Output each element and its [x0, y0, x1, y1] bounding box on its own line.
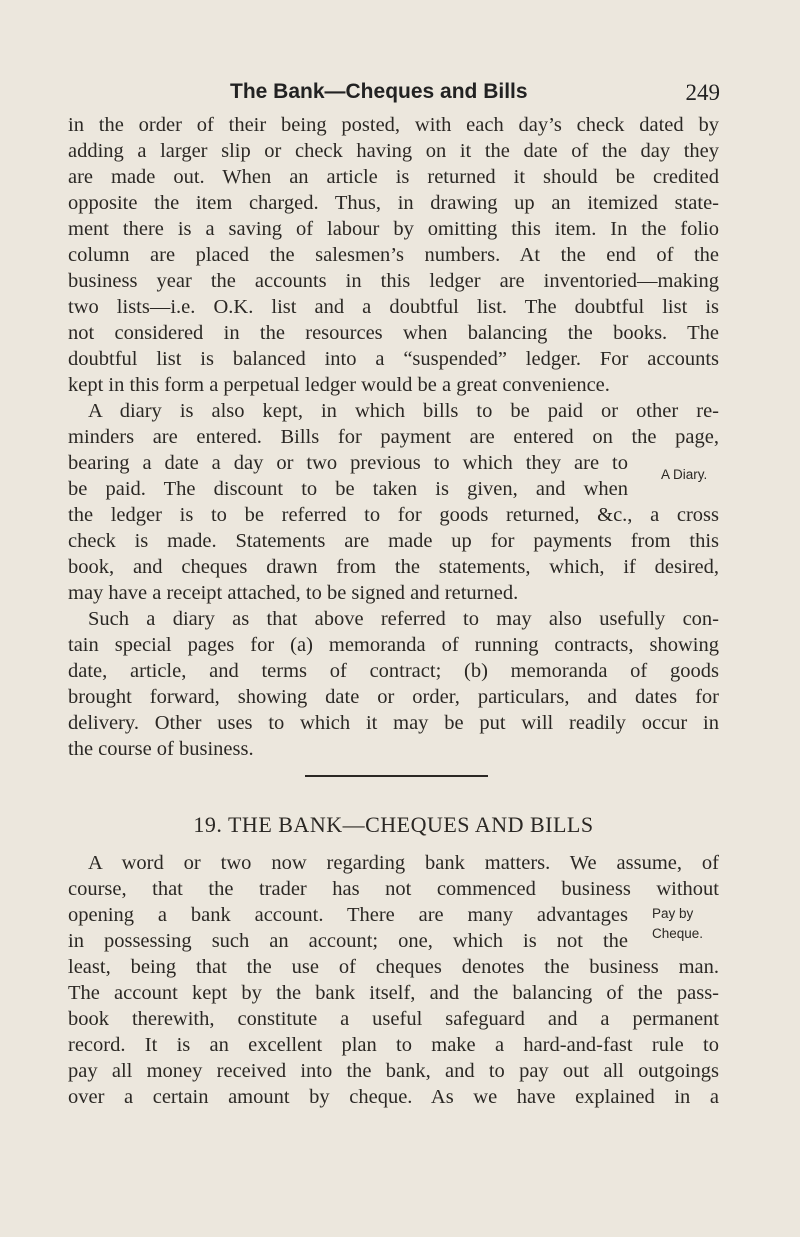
- text-line: course, that the trader has not commenced business without: [68, 878, 719, 900]
- running-title: The Bank—Cheques and Bills: [230, 80, 528, 103]
- text-line: the course of business.: [68, 738, 254, 760]
- text-line: A diary is also kept, in which bills to be paid or other re-: [88, 400, 719, 422]
- text-line: are made out. When an article is returned it should be credited: [68, 166, 719, 188]
- text-line: not considered in the resources when balancing the books. The: [68, 322, 719, 344]
- section-heading: 19. THE BANK—CHEQUES AND BILLS: [193, 812, 594, 837]
- text-line: check is made. Statements are made up for payments from this: [68, 530, 719, 552]
- text-line: delivery. Other uses to which it may be put will readily occur in: [68, 712, 719, 734]
- text-line: bearing a date a day or two previous to which they are to: [68, 452, 628, 474]
- text-line: business year the accounts in this ledger are inventoried—making: [68, 270, 719, 292]
- text-line: the ledger is to be referred to for goods returned, &c., a cross: [68, 504, 719, 526]
- text-line: may have a receipt attached, to be signed and returned.: [68, 582, 519, 604]
- text-line: in the order of their being posted, with each day’s check dated by: [68, 114, 719, 136]
- text-line: opening a bank account. There are many advantages: [68, 904, 628, 926]
- text-line: adding a larger slip or check having on it the date of the day they: [68, 140, 719, 162]
- margin-note-diary: A Diary.: [661, 467, 708, 482]
- text-line: two lists—i.e. O.K. list and a doubtful list. The doubtful list is: [68, 296, 719, 318]
- text-line: record. It is an excellent plan to make a hard-and-fast rule to: [68, 1034, 719, 1056]
- text-line: opposite the item charged. Thus, in drawing up an itemized state-: [68, 192, 719, 214]
- text-line: tain special pages for (a) memoranda of running contracts, showing: [68, 634, 719, 656]
- text-line: date, article, and terms of contract; (b) memoranda of goods: [68, 660, 719, 682]
- text-line: A word or two now regarding bank matters. We assume, of: [88, 852, 719, 874]
- text-line: be paid. The discount to be taken is given, and when: [68, 478, 628, 500]
- text-line: pay all money received into the bank, and to pay out all outgoings: [68, 1060, 719, 1082]
- text-line: doubtful list is balanced into a “suspended” ledger. For accounts: [68, 348, 719, 370]
- text-line: in possessing such an account; one, which is not the: [68, 930, 628, 952]
- text-line: The account kept by the bank itself, and the balancing of the pass-: [68, 982, 719, 1004]
- text-line: minders are entered. Bills for payment are entered on the page,: [68, 426, 719, 448]
- margin-note-cheque: Cheque.: [652, 926, 704, 941]
- text-line: book therewith, constitute a useful safeguard and a permanent: [68, 1008, 719, 1030]
- text-line: brought forward, showing date or order, particulars, and dates for: [68, 686, 719, 708]
- margin-note-pay-by: Pay by: [652, 906, 694, 921]
- text-line: book, and cheques drawn from the statements, which, if desired,: [68, 556, 719, 578]
- section-divider: [305, 775, 488, 777]
- page-number: 249: [685, 80, 720, 105]
- text-line: column are placed the salesmen’s numbers. At the end of the: [68, 244, 719, 266]
- text-line: least, being that the use of cheques denotes the business man.: [68, 956, 719, 978]
- text-line: ment there is a saving of labour by omitting this item. In the folio: [68, 218, 719, 240]
- text-line: Such a diary as that above referred to may also usefully con-: [88, 608, 719, 630]
- text-line: over a certain amount by cheque. As we have explained in a: [68, 1086, 719, 1108]
- text-line: kept in this form a perpetual ledger would be a great convenience.: [68, 374, 610, 396]
